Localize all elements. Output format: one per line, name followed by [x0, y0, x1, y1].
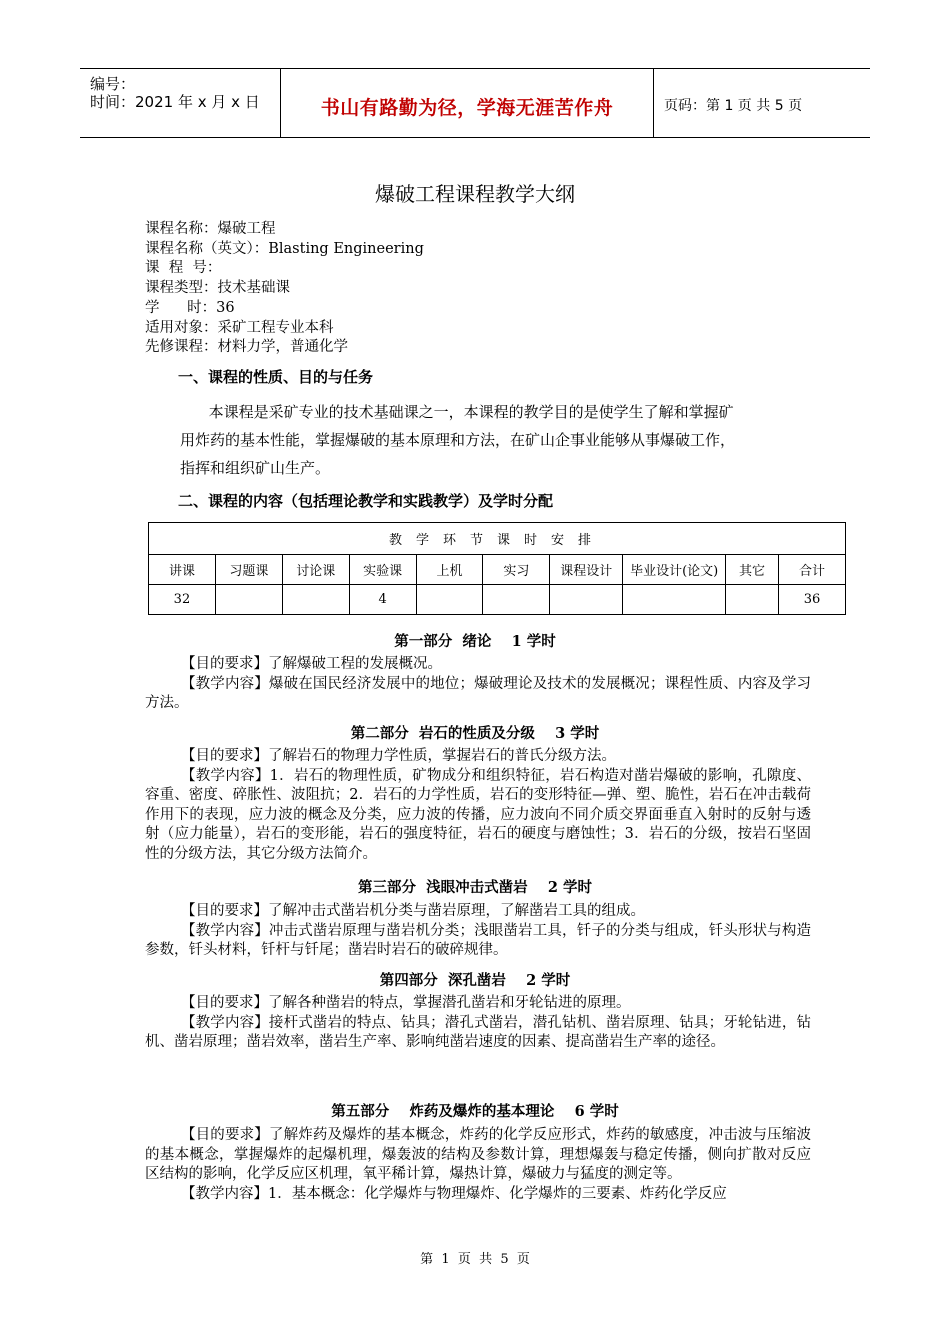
paragraph-line: 指挥和组织矿山生产。 [180, 459, 331, 477]
course-audience: 适用对象：采矿工程专业本科 [145, 319, 334, 336]
document-number: 编号： [90, 75, 136, 93]
schedule-header-cell: 讲课 [149, 555, 216, 585]
schedule-value-cell [726, 585, 779, 615]
schedule-header-cell: 习题课 [215, 555, 282, 585]
part-1-title: 第一部分 绪论 1 学时 [394, 633, 556, 650]
course-name: 课程名称：爆破工程 [145, 221, 276, 237]
course-number: 课 程 号： [145, 260, 222, 277]
header-motto: 书山有路勤为径，学海无涯苦作舟 [320, 97, 614, 119]
schedule-header-cell: 实验课 [349, 555, 416, 585]
schedule-value-cell [416, 585, 483, 615]
part-3-objective: 【目的要求】了解冲击式凿岩机分类与凿岩原理，了解凿岩工具的组成。 [181, 903, 645, 919]
schedule-header-cell: 合计 [779, 555, 846, 585]
schedule-header-cell: 其它 [726, 555, 779, 585]
part-3-title: 第三部分 浅眼冲击式凿岩 2 学时 [358, 879, 592, 896]
page-header [80, 68, 870, 138]
part-5-content: 【教学内容】1．基本概念：化学爆炸与物理爆炸、化学爆炸的三要素、炸药化学反应 [181, 1185, 727, 1202]
schedule-value-cell [215, 585, 282, 615]
course-name-english: 课程名称（英文）：Blasting Engineering [145, 240, 424, 257]
schedule-header-row [149, 555, 846, 585]
header-motto-cell [281, 69, 654, 137]
schedule-header-cell: 课程设计 [550, 555, 623, 585]
section-1-heading: 一、课程的性质、目的与任务 [178, 368, 374, 386]
document-title: 爆破工程课程教学大纲 [375, 182, 575, 206]
schedule-value-row [149, 585, 846, 615]
part-1-objective: 【目的要求】了解爆破工程的发展概况。 [181, 656, 442, 672]
part-4-body [145, 994, 811, 1053]
schedule-value-cell [483, 585, 550, 615]
schedule-value-cell: 4 [349, 585, 416, 615]
part-5-objective: 【目的要求】了解炸药及爆炸的基本概念，炸药的化学反应形式，炸药的敏感度，冲击波与压缩波的基本概念，掌握爆炸的起爆机理，爆轰波的结构及参数计算，理想爆轰与稳定传播，侧向扩散对反应区结构的影响，化学反应区机理，氧平稀计算，爆热计算，爆破力与猛度的测定等。 [145, 1127, 811, 1183]
paragraph-line: 用炸药的基本性能，掌握爆破的基本原理和方法，在矿山企事业能够从事爆破工作， [180, 431, 736, 449]
header-page-cell [654, 69, 870, 137]
part-5-title: 第五部分 炸药及爆炸的基本理论 6 学时 [331, 1103, 619, 1120]
schedule-header-cell: 毕业设计(论文) [623, 555, 726, 585]
header-meta-cell [80, 69, 281, 137]
section-1-paragraph [180, 398, 820, 482]
part-2-objective: 【目的要求】了解岩石的物理力学性质，掌握岩石的普氏分级方法。 [181, 748, 616, 764]
course-prerequisites: 先修课程：材料力学，普通化学 [145, 339, 348, 356]
schedule-value-cell [550, 585, 623, 615]
part-4-objective: 【目的要求】了解各种凿岩的特点，掌握潜孔凿岩和牙轮钻进的原理。 [181, 995, 631, 1011]
schedule-header-cell: 实习 [483, 555, 550, 585]
schedule-value-cell: 36 [779, 585, 846, 615]
course-info [145, 220, 424, 358]
part-2-body [145, 747, 811, 865]
document-date: 时间：2021 年 x 月 x 日 [90, 93, 260, 111]
paragraph-line: 本课程是采矿专业的技术基础课之一，本课程的教学目的是使学生了解和掌握矿 [180, 403, 734, 421]
schedule-value-cell: 32 [149, 585, 216, 615]
page-footer: 第 1 页 共 5 页 [420, 1252, 530, 1267]
part-1-content: 【教学内容】爆破在国民经济发展中的地位；爆破理论及技术的发展概况；课程性质、内容及学习方法。 [145, 675, 811, 712]
part-2-title: 第二部分 岩石的性质及分级 3 学时 [350, 725, 600, 742]
part-3-body [145, 902, 811, 961]
schedule-value-cell [623, 585, 726, 615]
schedule-header-cell: 上机 [416, 555, 483, 585]
part-4-title: 第四部分 深孔凿岩 2 学时 [379, 972, 571, 989]
part-4-content: 【教学内容】接杆式凿岩的特点、钻具；潜孔式凿岩，潜孔钻机、凿岩原理、钻具；牙轮钻进，钻机、凿岩原理；凿岩效率，凿岩生产率、影响纯凿岩速度的因素、提高凿岩生产率的途径。 [145, 1014, 811, 1051]
part-3-content: 【教学内容】冲击式凿岩原理与凿岩机分类；浅眼凿岩工具，钎子的分类与组成，钎头形状与构造参数，钎头材料，钎杆与钎尾；凿岩时岩石的破碎规律。 [145, 922, 811, 959]
section-2-heading: 二、课程的内容（包括理论教学和实践教学）及学时分配 [178, 492, 554, 510]
course-type: 课程类型：技术基础课 [145, 280, 290, 297]
course-hours: 学 时：36 [145, 299, 235, 316]
header-page-number: 页码：第 1 页 共 5 页 [664, 98, 803, 114]
schedule-value-cell [282, 585, 349, 615]
part-1-body [145, 655, 811, 714]
schedule-header-cell: 讨论课 [282, 555, 349, 585]
part-5-body [145, 1126, 811, 1204]
schedule-caption: 教学环节课时安排 [149, 523, 846, 555]
part-2-content: 【教学内容】1．岩石的物理性质，矿物成分和组织特征，岩石构造对凿岩爆破的影响，孔隙度、容重、密度、碎胀性、波阻抗；2．岩石的力学性质，岩石的变形特征—弹、塑、脆性，岩石在冲击载荷作用下的表现，应力波的概念及分类，应力波的传播，应力波向不同介质交界面垂直入射时的反射与透射（应力能量），岩石的变形能，岩石的强度特征，岩石的硬度与磨蚀性；3．岩石的分级，按岩石坚固性的分级方法，其它分级方法简介。 [145, 767, 811, 862]
schedule-table [148, 522, 846, 615]
